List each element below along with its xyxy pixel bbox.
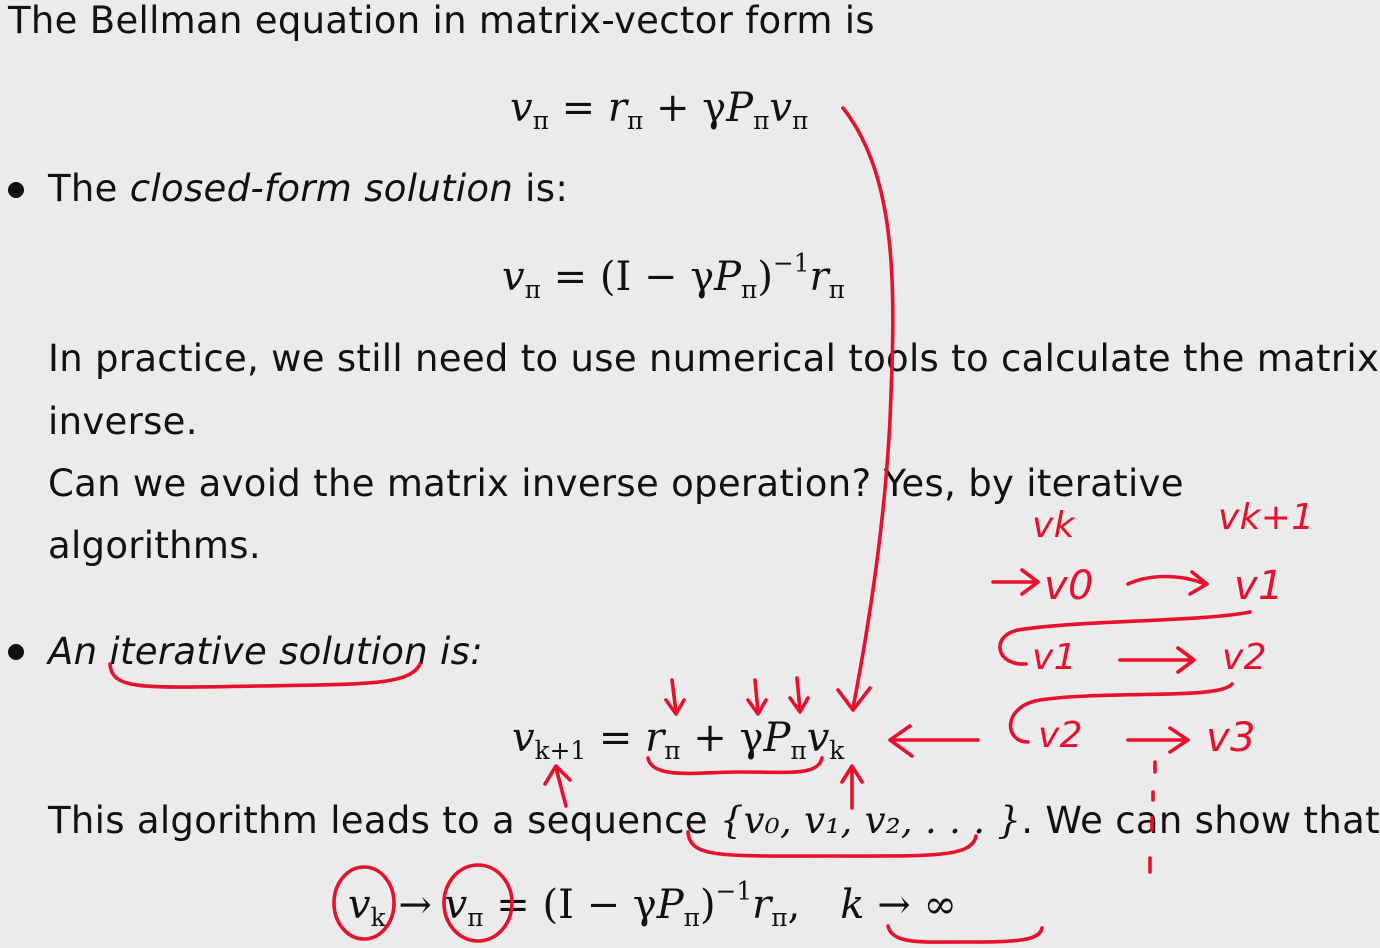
practice-line-2: inverse.: [48, 400, 198, 443]
annotation-row-1-from: v0: [1044, 563, 1094, 609]
annotation-label-vk1: vk+1: [1218, 497, 1315, 538]
practice-line-1: In practice, we still need to use numerical tools to calculate the matrix: [48, 337, 1380, 380]
sequence-line: This algorithm leads to a sequence {v₀, v₁, v₂, . . . }. We can show that: [48, 799, 1380, 842]
bullet-closed-form: The closed-form solution is:: [48, 167, 569, 210]
annotation-row2-arrow: [1120, 648, 1194, 672]
annotation-arrow-P: [790, 678, 808, 712]
avoid-line-1: Can we avoid the matrix inverse operation? Yes, by iterative: [48, 462, 1184, 505]
annotation-underline-limit: [888, 926, 1042, 942]
annotation-long-arrow-head: [838, 688, 870, 710]
annotation-long-arrow: [843, 108, 893, 708]
annotation-label-vk: vk: [1032, 505, 1075, 546]
annotation-arrow-r: [666, 680, 684, 714]
closed-form-equation: $v_\pi = (I - \gamma P_\pi)^{-1}r_\pi$: [502, 248, 845, 304]
annotation-row-2-from: v1: [1032, 637, 1077, 678]
bullet-dot-2: [8, 644, 24, 660]
sequence-math: {v₀, v₁, v₂, . . . }: [719, 799, 1022, 842]
annotation-row-2-to: v2: [1222, 637, 1267, 678]
iterative-equation: $v_{k+1} = r_\pi + \gamma P_\pi v_k$: [512, 715, 845, 765]
intro-text: The Bellman equation in matrix-vector form is: [8, 0, 875, 42]
annotation-row-1-to: v1: [1234, 563, 1284, 609]
annotation-left-arrow: [890, 726, 978, 756]
annotation-arrow-gamma: [748, 680, 766, 714]
annotation-row1-lead: [993, 570, 1038, 594]
annotation-row1-arrow: [1128, 572, 1207, 594]
bellman-equation: $v_\pi = r_\pi + \gamma P_\pi v_\pi$: [510, 85, 809, 135]
bullet-dot-1: [8, 182, 24, 198]
annotation-row3-arrow: [1128, 728, 1188, 752]
avoid-line-2: algorithms.: [48, 524, 261, 567]
annotation-row-3-from: v2: [1038, 715, 1083, 756]
annotation-row-3-to: v3: [1206, 715, 1256, 761]
bullet-iterative: An iterative solution is:: [48, 630, 483, 673]
limit-equation: $v_k \to v_\pi = (I - \gamma P_\pi)^{-1}r_\pi$, k → ∞: [348, 876, 957, 932]
